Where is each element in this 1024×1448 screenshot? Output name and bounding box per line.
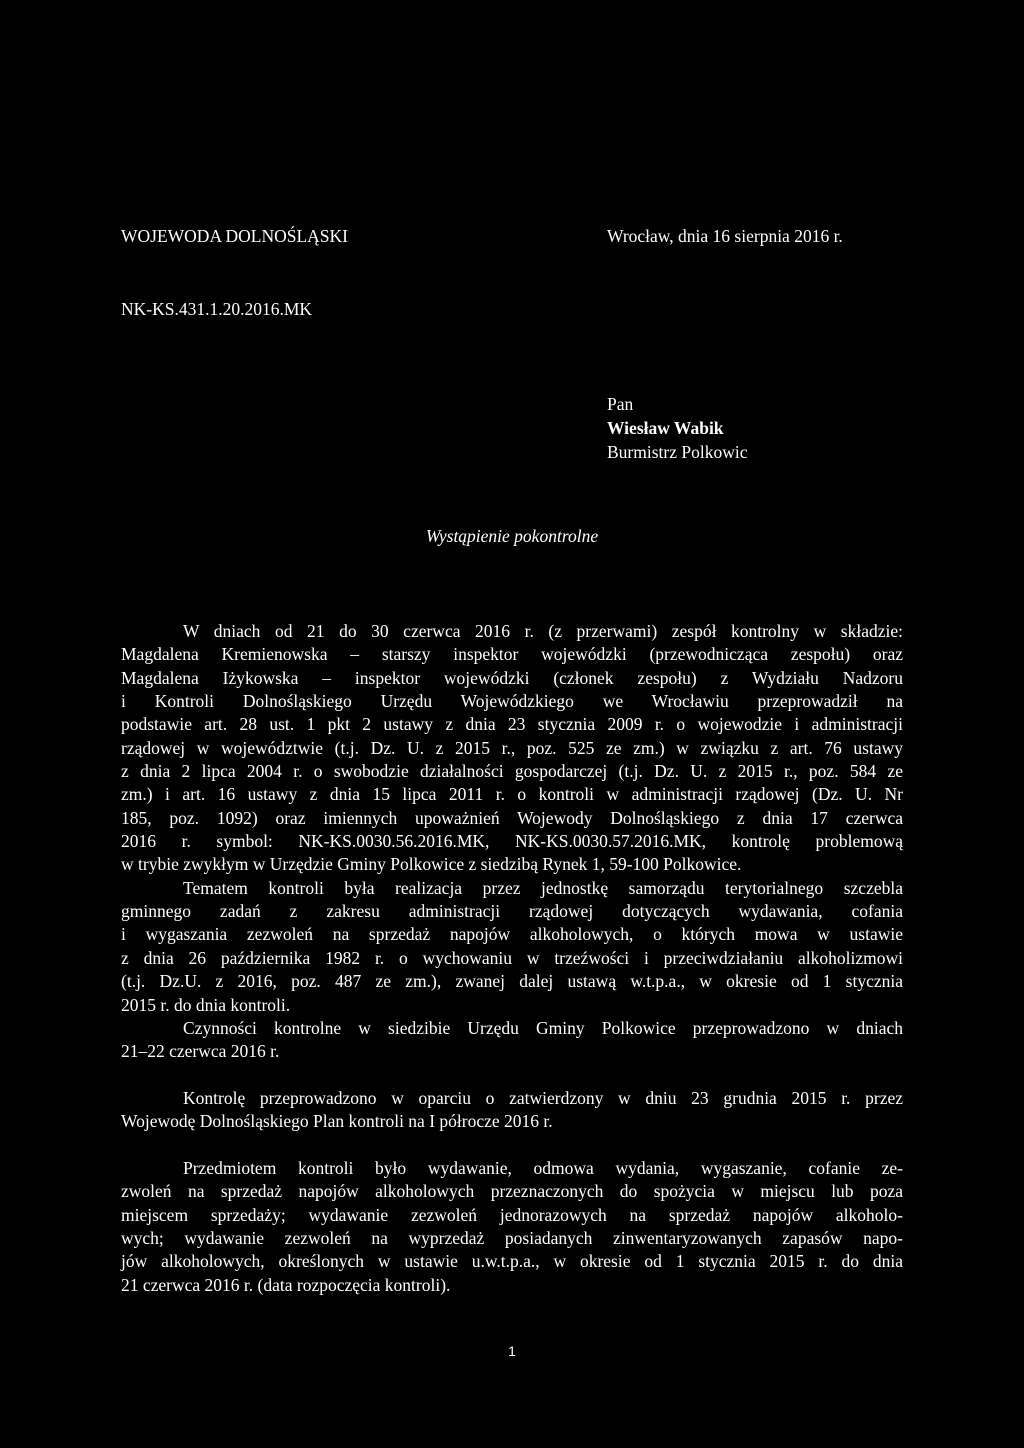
text-line: W dniach od 21 do 30 czerwca 2016 r. (z przerwami) zespół kontrolny w składzie: [183, 621, 903, 641]
text-line: zwoleń na sprzedaż napojów alkoholowych przeznaczonych do spożycia w miejscu lub poza [121, 1181, 903, 1202]
paragraph-5 [121, 1157, 903, 1297]
text-line: 21 czerwca 2016 r. (data rozpoczęcia kontroli). [121, 1274, 451, 1295]
text-line: Tematem kontroli była realizacja przez jednostkę samorządu terytorialnego szczebla [183, 877, 903, 898]
place-date: Wrocław, dnia 16 sierpnia 2016 r. [607, 226, 843, 246]
text-line: 2016 r. symbol: NK-KS.0030.56.2016.MK, NK-KS.0030.57.2016.MK, kontrolę problemową [121, 831, 903, 852]
text-line: Czynności kontrolne w siedzibie Urzędu Gminy Polkowice przeprowadzono w dniach [183, 1017, 903, 1038]
text-line: z dnia 26 października 1982 r. o wychowaniu w trzeźwości i przeciwdziałaniu alkoholizmowi [121, 947, 903, 968]
text-line: 2015 r. do dnia kontroli. [121, 994, 291, 1015]
text-line: Wojewodę Dolnośląskiego Plan kontroli na I półrocze 2016 r. [121, 1111, 553, 1132]
paragraph-4 [121, 1087, 903, 1134]
text-line: Magdalena Kremienowska – starszy inspektor wojewódzki (przewodnicząca zespołu) oraz [121, 644, 903, 665]
text-line: 21–22 czerwca 2016 r. [121, 1041, 280, 1062]
document-body [121, 620, 903, 1297]
paragraph-3 [121, 1017, 903, 1064]
recipient-name: Wiesław Wabik [607, 418, 724, 438]
text-line: zm.) i art. 16 ustawy z dnia 15 lipca 2011 r. o kontroli w administracji rządowej (Dz. U. Nr [121, 784, 903, 805]
text-line: 185, poz. 1092) oraz imiennych upoważnień Wojewody Dolnośląskiego z dnia 17 czerwca [121, 807, 903, 828]
text-line: w trybie zwykłym w Urzędzie Gminy Polkowice z siedzibą Rynek 1, 59-100 Polkowice. [121, 854, 742, 875]
recipient-block [607, 392, 747, 464]
text-line: jów alkoholowych, określonych w ustawie u.w.t.p.a., w okresie od 1 stycznia 2015 r. do dnia [121, 1251, 903, 1272]
paragraph-spacer [121, 1064, 903, 1087]
text-line: (t.j. Dz.U. z 2016, poz. 487 ze zm.), zwanej dalej ustawą w.t.p.a., w okresie od 1 stycznia [121, 971, 903, 992]
recipient-salutation: Pan [607, 394, 634, 414]
case-number: NK-KS.431.1.20.2016.MK [121, 299, 313, 319]
text-line: podstawie art. 28 ust. 1 pkt 2 ustawy z dnia 23 stycznia 2009 r. o wojewodzie i administracji [121, 714, 903, 735]
document-title: Wystąpienie pokontrolne [425, 526, 599, 546]
text-line: z dnia 2 lipca 2004 r. o swobodzie działalności gospodarczej (t.j. Dz. U. z 2015 r., poz. 584 ze [121, 761, 903, 782]
text-line: i wygaszania zezwoleń na sprzedaż napojów alkoholowych, o których mowa w ustawie [121, 924, 903, 945]
text-line: miejscem sprzedaży; wydawanie zezwoleń jednorazowych na sprzedaż napojów alkoholo- [121, 1204, 903, 1225]
text-line: Przedmiotem kontroli było wydawanie, odmowa wydania, wygaszanie, cofanie ze- [183, 1157, 903, 1178]
sender: WOJEWODA DOLNOŚLĄSKI [121, 226, 348, 246]
recipient-position: Burmistrz Polkowic [607, 442, 748, 462]
page-number: 1 [508, 1343, 516, 1359]
paragraph-spacer [121, 1134, 903, 1157]
paragraph-1 [121, 620, 903, 877]
text-line: gminnego zadań z zakresu administracji rządowej dotyczących wydawania, cofania [121, 901, 903, 922]
text-line: rządowej w województwie (t.j. Dz. U. z 2015 r., poz. 525 ze zm.) w związku z art. 76 ustawy [121, 737, 903, 758]
text-line: Magdalena Iżykowska – inspektor wojewódzki (członek zespołu) z Wydziału Nadzoru [121, 667, 903, 688]
paragraph-2 [121, 877, 903, 1017]
text-line: i Kontroli Dolnośląskiego Urzędu Wojewódzkiego we Wrocławiu przeprowadził na [121, 691, 903, 712]
text-line: wych; wydawanie zezwoleń na wyprzedaż posiadanych zinwentaryzowanych zapasów napo- [121, 1227, 903, 1248]
text-line: Kontrolę przeprowadzono w oparciu o zatwierdzony w dniu 23 grudnia 2015 r. przez [183, 1087, 903, 1108]
